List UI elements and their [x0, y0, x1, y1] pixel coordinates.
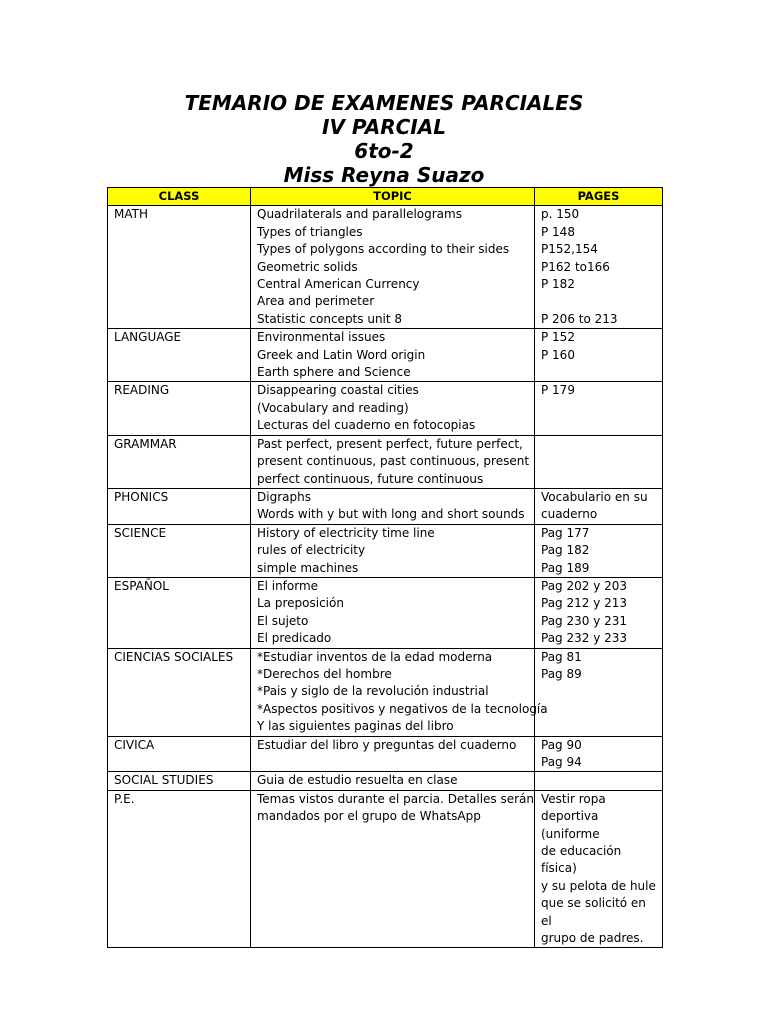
topic-cell — [251, 206, 535, 329]
pages-line: Pag 89 — [541, 666, 582, 681]
pages-line: P 179 — [541, 383, 575, 398]
pages-line: Vocabulario en su — [541, 489, 648, 504]
column-header-class: CLASS — [108, 188, 251, 206]
table-row — [108, 382, 663, 435]
class-cell — [108, 648, 251, 736]
topic-line: Temas vistos durante el parcia. Detalles serán — [257, 791, 535, 806]
class-cell — [108, 772, 251, 790]
topic-line: Words with y but with long and short sounds — [257, 507, 525, 522]
pages-cell — [535, 206, 663, 329]
pages-line: Pag 177 — [541, 525, 590, 540]
class-name: LANGUAGE — [114, 330, 182, 345]
topic-line: perfect continuous, future continuous — [257, 471, 484, 486]
pages-line: cuaderno — [541, 507, 598, 522]
topic-line: Geometric solids — [257, 259, 358, 274]
class-name: PHONICS — [114, 489, 169, 504]
pages-line: P 182 — [541, 277, 575, 292]
topic-line: El predicado — [257, 631, 332, 646]
pages-line: que se solicitó en el — [541, 896, 646, 928]
class-cell — [108, 329, 251, 382]
class-name: READING — [114, 383, 170, 398]
pages-line: Pag 230 y 231 — [541, 613, 628, 628]
topic-line: El sujeto — [257, 613, 309, 628]
topic-cell — [251, 648, 548, 736]
pages-line: P 152 — [541, 330, 575, 345]
class-cell — [108, 382, 251, 435]
pages-line: P 148 — [541, 224, 575, 239]
class-name: CIENCIAS SOCIALES — [114, 649, 234, 664]
pages-line: Pag 202 y 203 — [541, 578, 628, 593]
table-header-row — [108, 188, 663, 206]
topic-line: Guia de estudio resuelta en clase — [257, 773, 458, 788]
pages-cell — [535, 435, 663, 488]
pages-cell — [535, 488, 663, 524]
pages-line: y su pelota de hule — [541, 878, 656, 893]
table-row — [108, 435, 663, 488]
topic-line: present continuous, past continuous, present — [257, 454, 530, 469]
pages-line: Pag 232 y 233 — [541, 631, 628, 646]
document-subtitle-grade: 6to-2 — [354, 139, 414, 163]
topic-line: Environmental issues — [257, 330, 386, 345]
topic-cell — [251, 488, 535, 524]
class-name: SCIENCE — [114, 525, 167, 540]
class-name: MATH — [114, 207, 148, 222]
pages-line: Vestir ropa — [541, 791, 606, 806]
pages-cell — [535, 577, 663, 648]
topic-cell — [251, 382, 535, 435]
document-title: TEMARIO DE EXAMENES PARCIALES — [184, 91, 584, 115]
topic-line: Past perfect, present perfect, future perfect, — [257, 436, 523, 451]
pages-line: deportiva (uniforme — [541, 809, 600, 841]
column-header-topic: TOPIC — [251, 188, 535, 206]
topic-line: *Pais y siglo de la revolución industrial — [257, 684, 489, 699]
topic-line: Central American Currency — [257, 277, 420, 292]
pages-cell — [535, 329, 663, 382]
topic-line: Types of triangles — [257, 224, 363, 239]
table-row — [108, 488, 663, 524]
class-cell — [108, 736, 251, 772]
class-name: SOCIAL STUDIES — [114, 773, 214, 788]
table-body — [108, 206, 663, 948]
exam-topics-table — [107, 187, 663, 948]
class-cell — [108, 790, 251, 948]
document-subtitle-teacher: Miss Reyna Suazo — [283, 163, 485, 187]
pages-line: Pag 212 y 213 — [541, 596, 628, 611]
pages-line: P 160 — [541, 347, 575, 362]
pages-line: Pag 189 — [541, 560, 590, 575]
topic-line: *Aspectos positivos y negativos de la tecnología — [257, 701, 548, 716]
document-subtitle-parcial: IV PARCIAL — [322, 115, 446, 139]
topic-line: Estudiar del libro y preguntas del cuaderno — [257, 737, 517, 752]
pages-cell — [535, 772, 663, 790]
document-title-block — [0, 91, 768, 187]
class-cell — [108, 524, 251, 577]
topic-line: Area and perimeter — [257, 294, 375, 309]
pages-line: P 206 to 213 — [541, 311, 618, 326]
topic-line: El informe — [257, 578, 319, 593]
pages-cell — [535, 648, 663, 736]
pages-line: P152,154 — [541, 242, 598, 257]
topic-line: *Derechos del hombre — [257, 666, 392, 681]
topic-cell — [251, 736, 535, 772]
topic-line: Statistic concepts unit 8 — [257, 311, 403, 326]
topic-line: Greek and Latin Word origin — [257, 347, 426, 362]
class-cell — [108, 577, 251, 648]
topic-line: La preposición — [257, 596, 344, 611]
table-row — [108, 329, 663, 382]
table-row — [108, 524, 663, 577]
topic-line: History of electricity time line — [257, 525, 435, 540]
topic-line: *Estudiar inventos de la edad moderna — [257, 649, 493, 664]
pages-line — [541, 293, 659, 310]
pages-line: de educación física) — [541, 844, 622, 876]
topic-line: simple machines — [257, 560, 359, 575]
topic-line: rules of electricity — [257, 543, 366, 558]
pages-line: p. 150 — [541, 207, 580, 222]
class-cell — [108, 435, 251, 488]
topic-cell — [251, 524, 535, 577]
class-name: GRAMMAR — [114, 436, 177, 451]
topic-line: Digraphs — [257, 489, 311, 504]
pages-line: Pag 182 — [541, 543, 590, 558]
pages-cell — [535, 736, 663, 772]
topic-line: Quadrilaterals and parallelograms — [257, 207, 462, 222]
table-row — [108, 790, 663, 948]
class-name: CIVICA — [114, 737, 155, 752]
pages-cell — [535, 382, 663, 435]
pages-line: grupo de padres. — [541, 931, 644, 946]
topic-cell — [251, 772, 535, 790]
topic-line: Disappearing coastal cities — [257, 383, 419, 398]
table-row — [108, 648, 663, 736]
class-name: ESPAÑOL — [114, 578, 169, 593]
column-header-pages: PAGES — [535, 188, 663, 206]
pages-line: Pag 81 — [541, 649, 582, 664]
topic-line: (Vocabulary and reading) — [257, 400, 409, 415]
table-row — [108, 577, 663, 648]
table-row — [108, 206, 663, 329]
class-cell — [108, 488, 251, 524]
pages-line: P162 to166 — [541, 259, 610, 274]
topic-line: mandados por el grupo de WhatsApp — [257, 809, 481, 824]
class-name: P.E. — [114, 791, 135, 806]
class-cell — [108, 206, 251, 329]
topic-cell — [251, 577, 535, 648]
topic-line: Earth sphere and Science — [257, 365, 411, 380]
topic-cell — [251, 790, 535, 948]
table-row — [108, 772, 663, 790]
topic-line: Lecturas del cuaderno en fotocopias — [257, 418, 476, 433]
topic-cell — [251, 435, 535, 488]
topic-cell — [251, 329, 535, 382]
table-row — [108, 736, 663, 772]
pages-line: Pag 90 — [541, 737, 582, 752]
pages-cell — [535, 524, 663, 577]
topic-line: Y las siguientes paginas del libro — [257, 719, 454, 734]
pages-cell — [535, 790, 663, 948]
topic-line: Types of polygons according to their sides — [257, 242, 510, 257]
pages-line: Pag 94 — [541, 755, 582, 769]
